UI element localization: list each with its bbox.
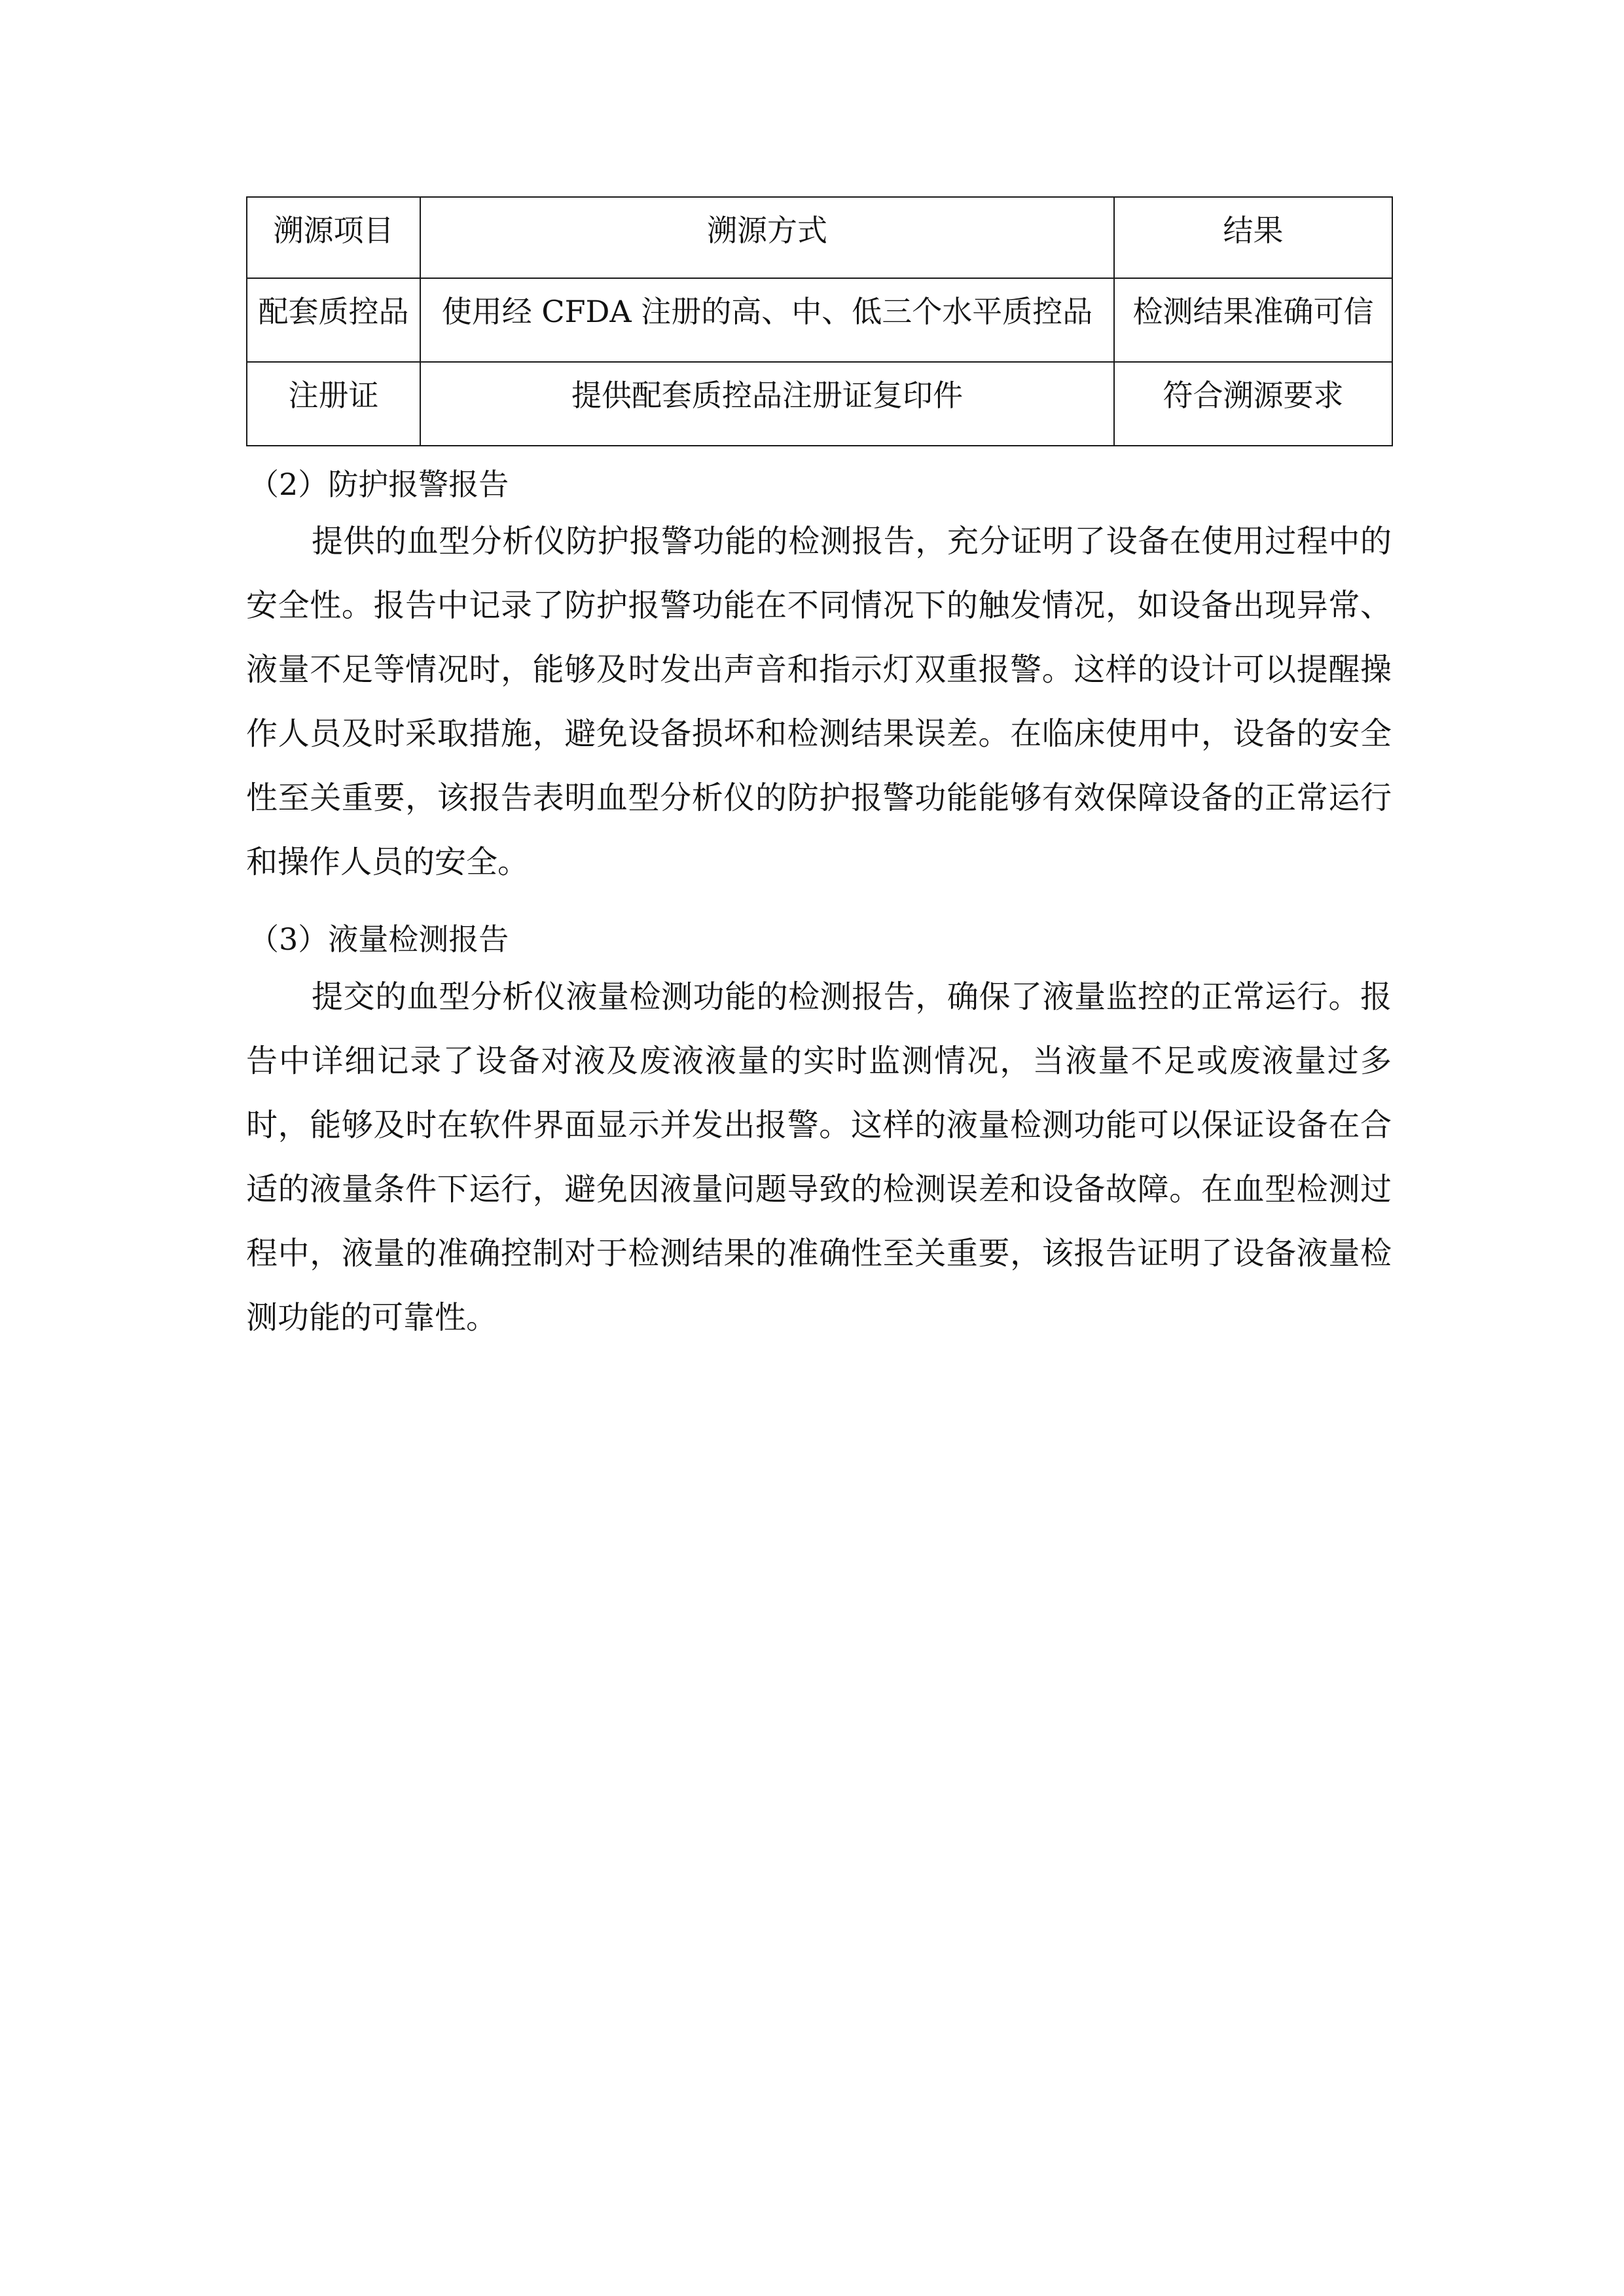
- table-cell: 使用经 CFDA 注册的高、中、低三个水平质控品: [420, 278, 1114, 362]
- header-cell-method: 溯源方式: [420, 197, 1114, 278]
- section-heading-volume-report: （3）液量检测报告: [249, 922, 509, 957]
- table-cell: 检测结果准确可信: [1114, 278, 1392, 362]
- traceability-table: [246, 196, 1393, 446]
- section-paragraph-volume-report: 提交的血型分析仪液量检测功能的检测报告，确保了液量监控的正常运行。报告中详细记录了设备对液及废液液量的实时监测情况，当液量不足或废液量过多时，能够及时在软件界面显示并发出报警。这样的液量检测功能可以保证设备在合适的液量条件下运行，避免因液量问题导致的检测误差和设备故障。在血型检测过程中，液量的准确控制对于检测结果的准确性至关重要，该报告证明了设备液量检测功能的可靠性。: [246, 978, 1392, 1336]
- table-row: [247, 362, 1392, 446]
- section-heading-alarm-report: （2）防护报警报告: [249, 467, 509, 502]
- section-paragraph-alarm-report: 提供的血型分析仪防护报警功能的检测报告，充分证明了设备在使用过程中的安全性。报告中记录了防护报警功能在不同情况下的触发情况，如设备出现异常、液量不足等情况时，能够及时发出声音和指示灯双重报警。这样的设计可以提醒操作人员及时采取措施，避免设备损坏和检测结果误差。在临床使用中，设备的安全性至关重要，该报告表明血型分析仪的防护报警功能能够有效保障设备的正常运行和操作人员的安全。: [246, 523, 1392, 880]
- table-cell: 配套质控品: [247, 278, 420, 362]
- table-row: [247, 278, 1392, 362]
- table-cell: 提供配套质控品注册证复印件: [420, 362, 1114, 446]
- header-cell-result: 结果: [1114, 197, 1392, 278]
- header-cell-item: 溯源项目: [247, 197, 420, 278]
- table-cell: 注册证: [247, 362, 420, 446]
- table-header-row: [247, 197, 1392, 278]
- table-cell: 符合溯源要求: [1114, 362, 1392, 446]
